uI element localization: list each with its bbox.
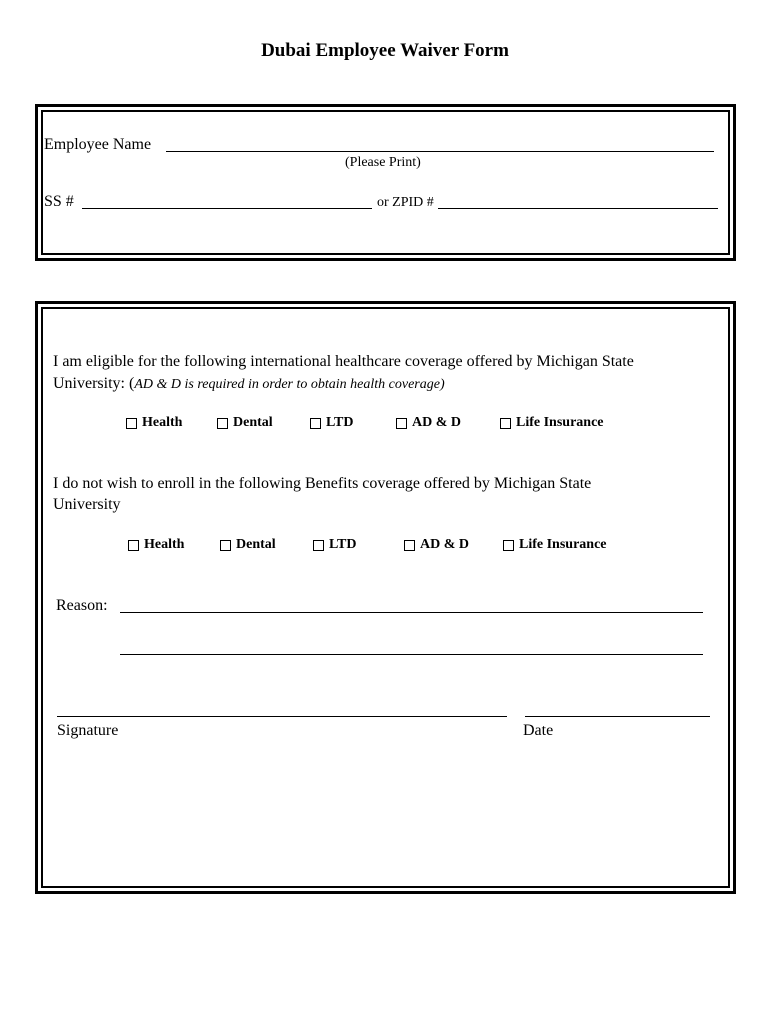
checkbox[interactable]: [503, 540, 514, 551]
option-label: Dental: [233, 415, 273, 430]
option-label: Health: [142, 415, 183, 430]
zpid-label: or ZPID #: [377, 195, 434, 210]
option-label: Life Insurance: [519, 537, 607, 552]
checkbox[interactable]: [126, 418, 137, 429]
decline-option-add[interactable]: [404, 537, 469, 553]
employee-info-box: [35, 104, 736, 261]
signature-label: Signature: [57, 722, 119, 739]
ss-field[interactable]: [82, 208, 372, 209]
reason-field-line2[interactable]: [120, 654, 703, 655]
add-required-note: AD & D is required in order to obtain health coverage): [134, 377, 445, 392]
option-label: Dental: [236, 537, 276, 552]
eligible-option-ltd[interactable]: [310, 415, 354, 431]
date-label: Date: [523, 722, 554, 739]
date-field[interactable]: [525, 716, 710, 717]
option-label: Life Insurance: [516, 415, 604, 430]
checkbox[interactable]: [500, 418, 511, 429]
zpid-field[interactable]: [438, 208, 718, 209]
employee-name-field[interactable]: [166, 151, 714, 152]
eligible-text-line2: [53, 375, 445, 393]
checkbox[interactable]: [217, 418, 228, 429]
signature-field[interactable]: [57, 716, 507, 717]
eligible-option-health[interactable]: [126, 415, 182, 431]
eligible-option-dental[interactable]: [217, 415, 273, 431]
option-label: AD & D: [420, 537, 469, 552]
employee-name-label: Employee Name: [44, 136, 152, 153]
decline-option-ltd[interactable]: [313, 537, 357, 553]
option-label: LTD: [329, 537, 357, 552]
checkbox[interactable]: [313, 540, 324, 551]
checkbox[interactable]: [128, 540, 139, 551]
option-label: AD & D: [412, 415, 461, 430]
option-label: Health: [144, 537, 185, 552]
ss-label: SS #: [44, 193, 74, 210]
eligible-text-prefix: University: (: [53, 375, 135, 392]
decline-option-life-insurance[interactable]: [503, 537, 607, 553]
reason-label: Reason:: [56, 597, 108, 614]
checkbox[interactable]: [220, 540, 231, 551]
eligible-option-life-insurance[interactable]: [500, 415, 604, 431]
decline-text-line1: I do not wish to enroll in the following Benefits coverage offered by Michigan State: [53, 475, 592, 492]
reason-field-line1[interactable]: [120, 612, 703, 613]
eligible-option-add[interactable]: [396, 415, 461, 431]
eligible-text-line1: I am eligible for the following international healthcare coverage offered by Michigan State: [53, 353, 634, 370]
option-label: LTD: [326, 415, 354, 430]
decline-option-dental[interactable]: [220, 537, 276, 553]
checkbox[interactable]: [404, 540, 415, 551]
decline-text-line2: University: [53, 496, 121, 513]
please-print-note: (Please Print): [345, 155, 421, 170]
checkbox[interactable]: [396, 418, 407, 429]
decline-option-health[interactable]: [128, 537, 184, 553]
checkbox[interactable]: [310, 418, 321, 429]
form-title: Dubai Employee Waiver Form: [261, 40, 509, 61]
